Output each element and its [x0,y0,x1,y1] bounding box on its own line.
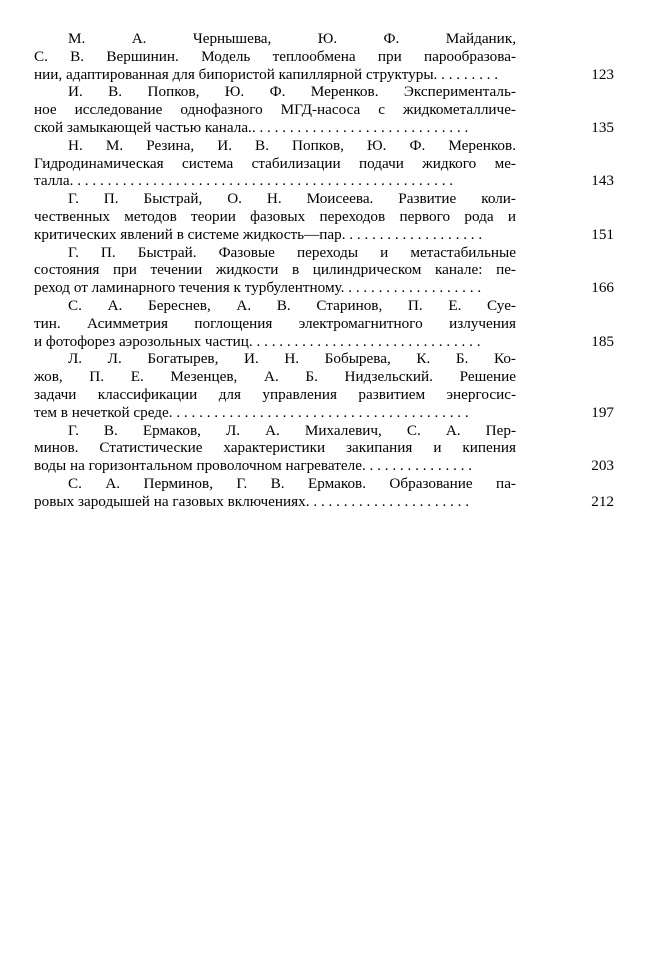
entry-line: нии, адаптированная для бипористой капиллярной структуры. . . . . . . . . [34,65,499,83]
entry-line: Г. П. Быстрай, О. Н. Моисеева. Развитие коли- [68,190,516,208]
toc-entry[interactable] [34,190,614,243]
entry-line: Л. Л. Богатырев, И. Н. Бобырева, К. Б. Ко- [68,350,516,368]
page-number: 135 [591,118,614,136]
entry-line: ской замыкающей частью канала.. . . . . . . . . . . . . . . . . . . . . . . . . . . . . [34,118,469,136]
page-number: 212 [591,492,614,510]
entry-line: М. А. Чернышева, Ю. Ф. Майданик, [68,30,516,47]
page-number: 203 [591,457,614,475]
entry-line: реход от ламинарного течения к турбулентному. . . . . . . . . . . . . . . . . . . [34,279,482,297]
entry-line: воды на горизонтальном проволочном нагревателе. . . . . . . . . . . . . . . [34,457,473,475]
entry-line: жов, П. Е. Мезенцев, А. Б. Нидзельский. Решение [34,368,516,386]
entry-line: тем в нечеткой среде. . . . . . . . . . . . . . . . . . . . . . . . . . . . . . . . . . . . . . . . [34,403,469,421]
table-of-contents [34,30,614,511]
toc-entry[interactable] [34,30,614,83]
page-number: 151 [591,225,614,243]
page-number: 166 [591,279,614,297]
toc-entry[interactable] [34,83,614,136]
page-number: 197 [591,403,614,421]
entry-line: Г. П. Быстрай. Фазовые переходы и метастабильные [68,243,516,261]
entry-line: критических явлений в системе жидкость—пар. . . . . . . . . . . . . . . . . . . [34,225,483,243]
toc-entry[interactable] [34,297,614,350]
entry-line: Гидродинамическая система стабилизации подачи жидкого ме- [34,154,516,172]
toc-entry[interactable] [34,350,614,421]
entry-line: тин. Асимметрия поглощения электромагнитного излучения [34,314,516,332]
entry-line: Г. В. Ермаков, Л. А. Михалевич, С. А. Пер- [68,421,516,439]
entry-line: ровых зародышей на газовых включениях. . . . . . . . . . . . . . . . . . . . . . [34,492,470,510]
entry-line: С. А. Перминов, Г. В. Ермаков. Образование па- [68,474,516,492]
entry-line: минов. Статистические характеристики закипания и кипения [34,439,516,457]
entry-line: задачи классификации для управления развитием энергосис- [34,385,516,403]
toc-entry[interactable] [34,475,614,511]
entry-line: ное исследование однофазного МГД-насоса с жидкометалличе- [34,101,516,119]
entry-line: С. В. Вершинин. Модель теплообмена при парообразова- [34,47,516,65]
entry-line: С. А. Береснев, А. В. Старинов, П. Е. Суе- [68,296,516,314]
page-number: 123 [591,65,614,83]
page-number: 185 [591,332,614,350]
entry-line: чественных методов теории фазовых переходов первого рода и [34,207,516,225]
page-number: 143 [591,172,614,190]
entry-line: Н. М. Резина, И. В. Попков, Ю. Ф. Меренков. [68,136,516,154]
entry-line: и фотофорез аэрозольных частиц. . . . . . . . . . . . . . . . . . . . . . . . . . . . . . . [34,332,481,350]
toc-entry[interactable] [34,244,614,297]
toc-entry[interactable] [34,137,614,190]
toc-entry[interactable] [34,422,614,475]
entry-line: состояния при течении жидкости в цилиндрическом канале: пе- [34,261,516,279]
entry-line: талла. . . . . . . . . . . . . . . . . . . . . . . . . . . . . . . . . . . . . . . . . . . . . . . . . . . [34,172,454,190]
entry-line: И. В. Попков, Ю. Ф. Меренков. Эксперименталь- [68,83,516,101]
